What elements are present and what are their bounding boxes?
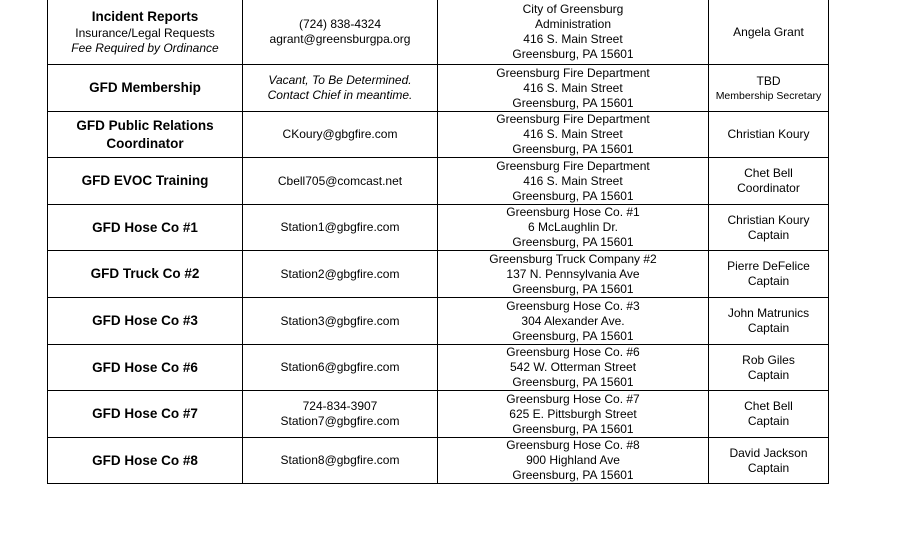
person-role: Captain	[747, 227, 790, 242]
contact-line: Station6@gbgfire.com	[280, 360, 400, 374]
person-cell	[709, 112, 829, 158]
service-cell	[48, 345, 243, 391]
address-cell	[438, 65, 709, 112]
address-cell	[438, 345, 709, 391]
address-line: Greensburg Hose Co. #8	[506, 438, 640, 452]
address-line: Greensburg, PA 15601	[512, 47, 634, 61]
address-line: Greensburg, PA 15601	[512, 235, 634, 249]
contact-line: Cbell705@comcast.net	[277, 173, 403, 188]
service-name: GFD Hose Co #3	[92, 313, 198, 328]
person-name: David Jackson	[729, 445, 808, 460]
service-cell	[48, 112, 243, 158]
service-cell	[48, 298, 243, 345]
address-line: Greensburg, PA 15601	[512, 421, 634, 436]
address-line: 416 S. Main Street	[523, 32, 623, 46]
address-line: Greensburg Hose Co. #1	[506, 205, 640, 219]
person-cell	[709, 158, 829, 205]
service-subtitle: Insurance/Legal Requests	[75, 26, 215, 40]
table-row	[48, 438, 829, 484]
service-name: GFD Membership	[89, 80, 201, 95]
table-row	[48, 112, 829, 158]
address-line: 900 Highland Ave	[526, 453, 620, 467]
service-name: GFD Hose Co #1	[92, 219, 198, 235]
contacts-table-body	[48, 0, 829, 484]
person-name: Chet Bell	[744, 399, 793, 413]
address-line: Greensburg, PA 15601	[512, 188, 634, 203]
service-cell	[48, 158, 243, 205]
contact-cell	[243, 0, 438, 65]
address-cell	[438, 205, 709, 251]
person-role: Coordinator	[737, 181, 800, 195]
person-role: Captain	[747, 414, 790, 428]
address-line: 625 E. Pittsburgh Street	[509, 406, 637, 421]
contact-line: Station2@gbgfire.com	[280, 266, 400, 281]
service-cell	[48, 391, 243, 438]
address-cell	[438, 158, 709, 205]
address-line: 416 S. Main Street	[523, 80, 623, 95]
contact-line: CKoury@gbgfire.com	[282, 127, 398, 141]
contact-cell	[243, 345, 438, 391]
address-line: Administration	[534, 17, 612, 31]
table-row	[48, 158, 829, 205]
contact-line: agrant@greensburgpa.org	[269, 32, 411, 46]
person-cell	[709, 438, 829, 484]
service-name: Incident Reports	[91, 9, 199, 24]
person-cell	[709, 345, 829, 391]
address-cell	[438, 391, 709, 438]
contact-line: Vacant, To Be Determined.	[268, 73, 412, 87]
person-cell	[709, 298, 829, 345]
contacts-table	[47, 0, 829, 484]
person-name: John Matrunics	[727, 306, 810, 320]
contact-line: Station8@gbgfire.com	[280, 453, 400, 467]
table-row	[48, 345, 829, 391]
person-cell	[709, 205, 829, 251]
service-cell	[48, 0, 243, 65]
person-cell	[709, 0, 829, 65]
address-line: 137 N. Pennsylvania Ave	[506, 266, 640, 281]
contact-line: (724) 838-4324	[298, 17, 382, 31]
contact-line: Station7@gbgfire.com	[280, 414, 400, 428]
person-name: Christian Koury	[727, 212, 810, 227]
person-role: Captain	[747, 274, 790, 288]
person-cell	[709, 391, 829, 438]
address-line: 416 S. Main Street	[523, 127, 623, 141]
address-line: Greensburg, PA 15601	[512, 328, 634, 343]
contact-cell	[243, 158, 438, 205]
contact-cell	[243, 205, 438, 251]
service-name: GFD Truck Co #2	[90, 266, 200, 281]
address-line: Greensburg Hose Co. #7	[506, 391, 640, 406]
service-cell	[48, 251, 243, 298]
address-line: 542 W. Otterman Street	[509, 360, 637, 374]
person-role: Captain	[747, 367, 790, 382]
service-note: Fee Required by Ordinance	[71, 41, 219, 55]
address-line: 304 Alexander Ave.	[521, 313, 625, 328]
table-row	[48, 205, 829, 251]
address-cell	[438, 438, 709, 484]
contact-line: Station3@gbgfire.com	[280, 313, 400, 328]
contact-cell	[243, 112, 438, 158]
address-line: Greensburg, PA 15601	[512, 142, 634, 156]
service-cell	[48, 205, 243, 251]
contact-cell	[243, 438, 438, 484]
address-line: Greensburg, PA 15601	[512, 95, 634, 110]
contact-cell	[243, 251, 438, 298]
table-row	[48, 298, 829, 345]
table-row	[48, 0, 829, 65]
service-name: GFD Public Relations Coordinator	[76, 117, 214, 151]
contact-line: Station1@gbgfire.com	[280, 220, 400, 234]
address-line: Greensburg Truck Company #2	[489, 251, 657, 266]
address-line: City of Greensburg	[522, 2, 624, 16]
person-role: Captain	[747, 321, 790, 335]
contact-cell	[243, 391, 438, 438]
address-line: Greensburg Hose Co. #3	[506, 298, 640, 313]
contact-cell	[243, 298, 438, 345]
service-name: GFD Hose Co #8	[92, 452, 198, 468]
person-name: Christian Koury	[727, 127, 810, 141]
address-line: Greensburg Fire Department	[496, 65, 650, 80]
table-row	[48, 251, 829, 298]
person-cell	[709, 251, 829, 298]
service-name: GFD Hose Co #6	[92, 359, 198, 375]
address-cell	[438, 298, 709, 345]
address-line: 6 McLaughlin Dr.	[527, 220, 619, 234]
address-line: Greensburg, PA 15601	[512, 375, 634, 389]
service-name: GFD EVOC Training	[81, 173, 209, 188]
address-line: Greensburg, PA 15601	[512, 468, 634, 482]
service-name: GFD Hose Co #7	[92, 406, 198, 421]
person-name: Pierre DeFelice	[727, 259, 810, 273]
person-cell	[709, 65, 829, 112]
address-line: 416 S. Main Street	[523, 173, 623, 188]
person-name: Rob Giles	[742, 352, 795, 367]
person-role: Membership Secretary	[715, 89, 822, 102]
service-cell	[48, 65, 243, 112]
person-name: Chet Bell	[744, 166, 793, 180]
contact-line: Contact Chief in meantime.	[267, 88, 413, 102]
person-role: Captain	[747, 460, 790, 475]
address-cell	[438, 251, 709, 298]
address-line: Greensburg Fire Department	[496, 112, 650, 126]
service-cell	[48, 438, 243, 484]
table-row	[48, 391, 829, 438]
person-name: Angela Grant	[733, 24, 804, 39]
address-cell	[438, 0, 709, 65]
address-line: Greensburg Hose Co. #6	[506, 345, 640, 359]
contact-line: 724-834-3907	[302, 399, 378, 413]
address-cell	[438, 112, 709, 158]
address-line: Greensburg Fire Department	[496, 158, 650, 173]
table-row	[48, 65, 829, 112]
person-name: TBD	[756, 73, 781, 88]
contact-cell	[243, 65, 438, 112]
address-line: Greensburg, PA 15601	[512, 281, 634, 296]
